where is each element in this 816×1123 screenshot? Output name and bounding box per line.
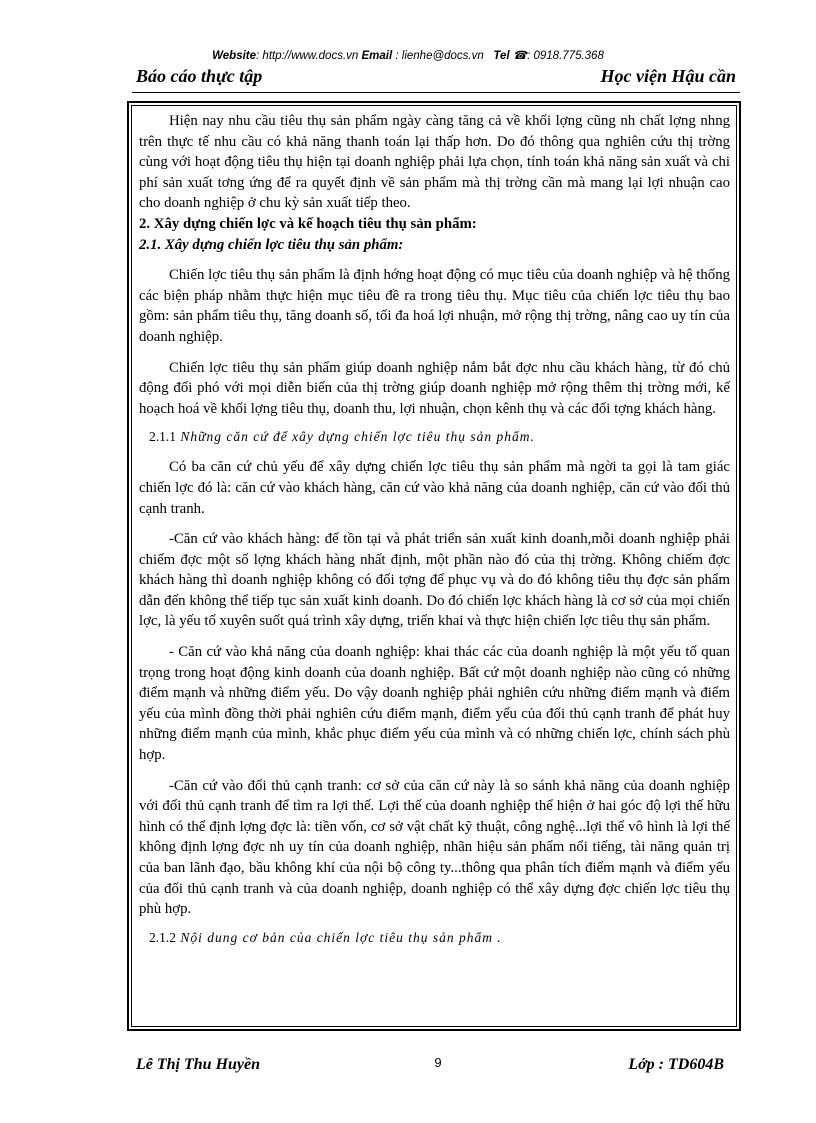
tel-label: Tel bbox=[493, 50, 510, 62]
subsection-number: 2.1.2 bbox=[149, 929, 176, 945]
footer-class: Lớp : TD604B bbox=[628, 1056, 724, 1073]
tel-number: ☎: 0918.775.368 bbox=[512, 50, 604, 62]
subsection-heading-2-1-2 bbox=[149, 928, 730, 948]
footer-author: Lê Thị Thu Huyền bbox=[136, 1056, 261, 1073]
paragraph-customer-basis: -Căn cứ vào khách hàng: để tồn tại và phát triển sản xuất kinh doanh,mỗi doanh nghiệp phải chiếm đợc một số lợng khách hàng nhất định, một phần nào đó của thị trờng. Không chiếm đợc khách hàng thì doanh nghiệp không có đối tợng để phục vụ và do đó không tiêu thụ đợc sản phẩm dẫn đến không thể tiếp tục sản xuất kinh doanh. Do đó chiến lợc khách hàng là cơ sở của mọi chiến lợc, là yếu tố xuyên suốt quá trình xây dựng, triển khai và thực hiện chiến lợc tiêu thụ sản phẩm. bbox=[139, 531, 730, 630]
website-line bbox=[0, 48, 816, 62]
subsection-title: Những căn cứ để xây dựng chiến lợc tiêu thụ sản phẩm. bbox=[180, 429, 535, 445]
paragraph-company-basis: - Căn cứ vào khả năng của doanh nghiệp: khai thác các của doanh nghiệp là một yếu tố quan trọng trong hoạt động kinh doanh của doanh nghiệp. Bất cứ một doanh nghiệp nào cũng có những điểm mạnh và những điểm yếu. Do vậy doanh nghiệp phải nghiên cứu những điểm mạnh và điểm yếu của mình đồng thời phải nghiên cứu điểm mạnh, điểm yếu của đối thủ cạnh tranh để phát huy những điểm mạnh của mình, khắc phục điểm yếu của mình và có những chiến lợc, chính sách phù hợp. bbox=[139, 644, 730, 764]
subsection-title: Nội dung cơ bản của chiến lợc tiêu thụ sản phẩm . bbox=[180, 929, 502, 945]
paragraph-three-bases: Có ba căn cứ chủ yếu để xây dựng chiến lợc tiêu thụ sản phẩm mà ngời ta gọi là tam giác chiến lợc đó là: căn cứ vào khách hàng, căn cứ vào khả năng của doanh nghiệp, căn cứ vào đối thủ cạnh tranh. bbox=[139, 459, 730, 517]
email-label: Email bbox=[361, 50, 393, 62]
paragraph-competitor-basis: -Căn cứ vào đối thủ cạnh tranh: cơ sở của căn cứ này là so sánh khả năng của doanh nghiệp với đối thủ cạnh tranh để tìm ra lợi thế. Lợi thế của doanh nghiệp thể hiện ở hai góc độ lợi thế hữu hình có thể định lợng đợc là: tiền vốn, cơ sở vật chất kỹ thuật, công nghệ...lợi thế vô hình là lợi thế không định lợng đợc nh uy tín của doanh nghiệp, nhãn hiệu sản phẩm nổi tiếng, tài năng quản trị của ban lãnh đạo, bầu không khí của nội bộ công ty...thông qua phân tích điểm mạnh và điểm yếu của đối thủ cạnh tranh và của doanh nghiệp, doanh nghiệp có thể xây dựng đợc chiến lợc tiêu thụ phù hợp. bbox=[139, 777, 730, 918]
header-divider bbox=[132, 92, 740, 93]
section-heading-2: 2. Xây dựng chiến lợc và kế hoạch tiêu thụ sản phẩm: bbox=[139, 215, 477, 232]
page-content bbox=[131, 105, 737, 1027]
paragraph-strategy-benefit: Chiến lợc tiêu thụ sản phẩm giúp doanh nghiệp nắm bắt đợc nhu cầu khách hàng, từ đó chủ động đối phó với mọi diễn biến của thị trờng giúp doanh nghiệp mở rộng thêm thị trờng mới, kế hoạch hoá về khối lợng tiêu thụ, doanh thu, lợi nhuận, chọn kênh thụ và các đối tợng khách hàng. bbox=[139, 359, 730, 417]
subsection-number: 2.1.1 bbox=[149, 429, 176, 445]
header-institution: Học viện Hậu cần bbox=[600, 66, 736, 86]
website-label: Website bbox=[212, 50, 257, 62]
page-number: 9 bbox=[434, 1055, 442, 1070]
paragraph-strategy-definition: Chiến lợc tiêu thụ sản phẩm là định hớng hoạt động có mục tiêu của doanh nghiệp và hệ thống các biện pháp nhằm thực hiện mục tiêu đề ra trong tiêu thụ. Mục tiêu của chiến lợc tiêu thụ bao gồm: sản phẩm tiêu thụ, tăng doanh số, tối đa hoá lợi nhuận, mở rộng thị trờng, nâng cao uy tín của doanh nghiệp. bbox=[139, 267, 730, 345]
header-report-title: Báo cáo thực tập bbox=[136, 66, 263, 86]
website-url[interactable]: : http://www.docs.vn bbox=[256, 50, 359, 62]
subsection-heading-2-1-1 bbox=[149, 427, 730, 447]
section-heading-2-1: 2.1. Xây dựng chiến lợc tiêu thụ sản phẩm: bbox=[139, 236, 404, 253]
paragraph-demand: Hiện nay nhu cầu tiêu thụ sản phẩm ngày càng tăng cả về khối lợng cũng nh chất lợng nhng trên thực tế nhu cầu có khả năng thanh toán lại thấp hơn. Do đó thông qua nghiên cứu thị trờng cùng với hoạt động tiêu thụ hiện tại doanh nghiệp phải lựa chọn, tính toán khả năng sản xuất và chi phí sản xuất tơng ứng để ra quyết định về sản phẩm mà thị trờng cần mà mang lại lợi nhuận cao cho doanh nghiệp ở chu kỳ sản xuất tiếp theo. bbox=[139, 113, 730, 212]
email-address[interactable]: : lienhe@docs.vn bbox=[392, 50, 484, 62]
